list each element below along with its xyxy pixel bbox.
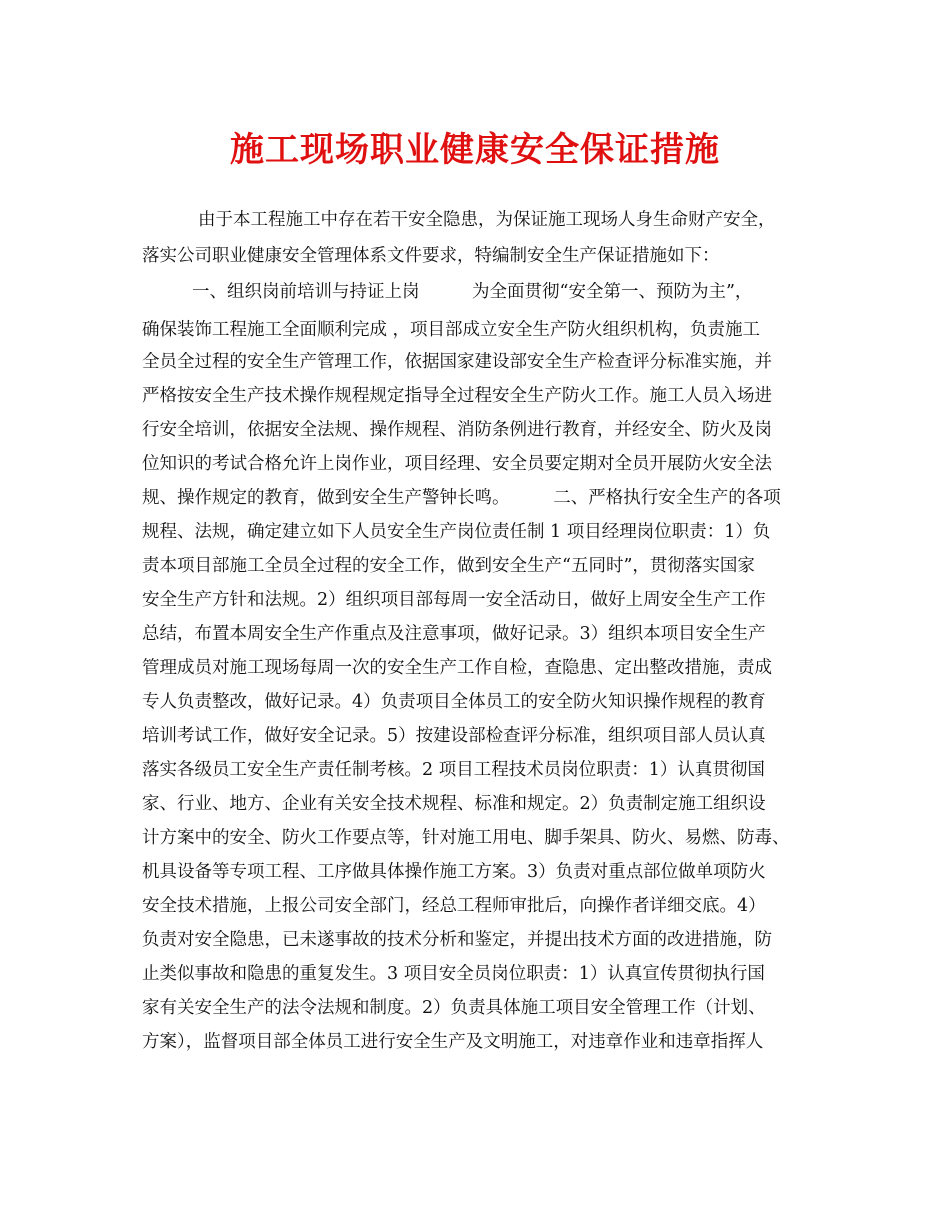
body-line: 家有关安全生产的法令法规和制度。2）负责具体施工项目安全管理工作（计划、 <box>142 998 766 1018</box>
body-line: 落实各级员工安全生产责任制考核。2 项目工程技术员岗位职责：1）认真贯彻国 <box>142 760 765 780</box>
body-line: 总结，布置本周安全生产作重点及注意事项，做好记录。3）组织本项目安全生产 <box>142 624 766 644</box>
body-line: 管理成员对施工现场每周一次的安全生产工作自检，查隐患、定出整改措施，责成 <box>142 658 772 678</box>
body-line: 止类似事故和隐患的重复发生。3 项目安全员岗位职责：1）认真宣传贯彻执行国 <box>142 964 765 984</box>
body-line: 计方案中的安全、防火工作要点等，针对施工用电、脚手架具、防火、易燃、防毒、 <box>142 828 790 848</box>
body-line: 落实公司职业健康安全管理体系文件要求，特编制安全生产保证措施如下： <box>142 246 720 266</box>
body-line: 一、组织岗前培训与持证上岗 为全面贯彻“安全第一、预防为主”， <box>192 282 753 302</box>
body-line: 确保装饰工程施工全面顺利完成 ，项目部成立安全生产防火组织机构，负责施工 <box>142 320 761 340</box>
body-line: 机具设备等专项工程、工序做具体操作施工方案。3）负责对重点部位做单项防火 <box>142 862 766 882</box>
document-title: 施工现场职业健康安全保证措施 <box>230 130 720 170</box>
body-line: 规、操作规定的教育，做到安全生产警钟长鸣。 二、严格执行安全生产的各项 <box>142 488 781 508</box>
body-line: 安全生产方针和法规。2）组织项目部每周一安全活动日，做好上周安全生产工作 <box>142 590 766 610</box>
body-line: 全员全过程的安全生产管理工作，依据国家建设部安全生产检查评分标准实施，并 <box>142 352 772 372</box>
body-line: 行安全培训，依据安全法规、操作规程、消防条例进行教育，并经安全、防火及岗 <box>142 420 772 440</box>
body-line: 方案），监督项目部全体员工进行安全生产及文明施工，对违章作业和违章指挥人 <box>142 1032 764 1052</box>
body-line: 由于本工程施工中存在若干安全隐患，为保证施工现场人身生命财产安全， <box>198 210 776 230</box>
body-line: 位知识的考试合格允许上岗作业，项目经理、安全员要定期对全员开展防火安全法 <box>142 454 772 474</box>
body-line: 家、行业、地方、企业有关安全技术规程、标准和规定。2）负责制定施工组织设 <box>142 794 766 814</box>
body-line: 责本项目部施工全员全过程的安全工作，做到安全生产“五同时”，贯彻落实国家 <box>142 556 755 576</box>
body-line: 专人负责整改，做好记录。4）负责项目全体员工的安全防火知识操作规程的教育 <box>142 692 766 712</box>
body-line: 负责对安全隐患，已未遂事故的技术分析和鉴定，并提出技术方面的改进措施，防 <box>142 930 772 950</box>
body-line: 安全技术措施，上报公司安全部门，经总工程师审批后，向操作者详细交底。4） <box>142 896 766 916</box>
body-line: 规程、法规，确定建立如下人员安全生产岗位责任制 1 项目经理岗位职责：1）负 <box>142 522 771 542</box>
body-line: 严格按安全生产技术操作规程规定指导全过程安全生产防火工作。施工人员入场进 <box>142 386 772 406</box>
body-line: 培训考试工作，做好安全记录。5）按建设部检查评分标准，组织项目部人员认真 <box>142 726 766 746</box>
